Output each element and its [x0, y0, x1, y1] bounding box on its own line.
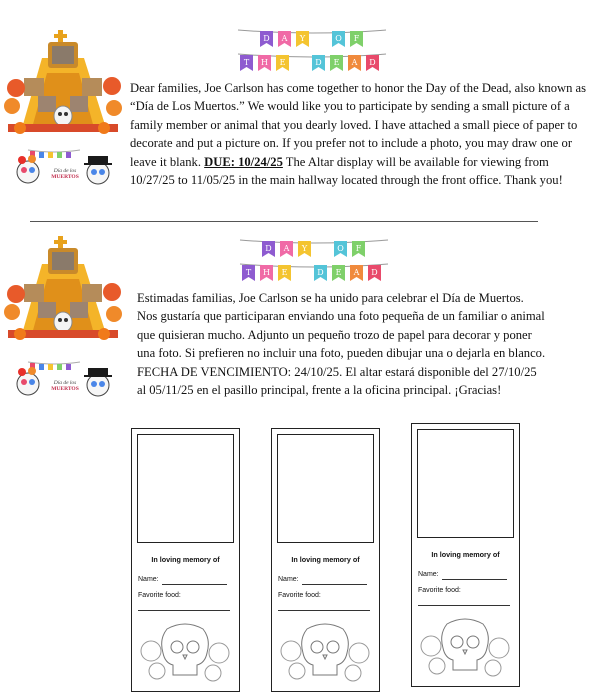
card-name-label: Name:: [278, 576, 299, 583]
day-of-the-dead-banner-spanish: [238, 236, 390, 286]
photo-frame: [277, 434, 374, 543]
banner-letter: O: [337, 244, 344, 253]
card-memory-title: In loving memory of: [291, 555, 360, 564]
banner-letter: Y: [301, 244, 308, 253]
banner-letter: A: [283, 244, 290, 253]
banner-letter: D: [317, 268, 324, 277]
banner-letter: E: [333, 58, 340, 67]
memory-card-2: [271, 428, 380, 692]
banner-letter: D: [315, 58, 322, 67]
english-letter: [130, 79, 592, 189]
banner-letter: A: [351, 58, 358, 67]
card-name-label: Name:: [418, 571, 439, 578]
altar-illustration: [2, 28, 124, 140]
name-line: [442, 579, 507, 580]
card-memory-title: In loving memory of: [151, 555, 220, 564]
banner-letter: T: [245, 268, 252, 277]
sugar-skull-icon: [417, 616, 513, 678]
memory-card-1: [131, 428, 240, 692]
banner-letter: A: [281, 34, 288, 43]
card-food-label: Favorite food:: [278, 592, 321, 599]
catrina-skulls-icon: [14, 146, 114, 188]
banner-letter: Y: [299, 34, 306, 43]
banner-letter: E: [279, 58, 286, 67]
banner-letter: H: [261, 58, 268, 67]
banner-letter: T: [243, 58, 250, 67]
english-letter-body: Dear families, Joe Carlson has come together to honor the Day of the Dead, also known as “Día de Los Muertos.” We would like you to participate by sending a small picture of a family member or animal that you dearly loved. I have attached a small piece of paper to decorate and put a picture on. If you prefer not to include a photo, you may draw one or leave it blank.: [130, 81, 587, 169]
spanish-letter: [137, 289, 547, 399]
banner-letter: D: [369, 58, 376, 67]
banner-letter: A: [353, 268, 360, 277]
food-line: [278, 610, 370, 611]
banner-letter: E: [281, 268, 288, 277]
memory-card-3: [411, 423, 520, 687]
logo-line1: Día de los: [53, 168, 77, 174]
photo-frame: [137, 434, 234, 543]
food-line: [418, 605, 510, 606]
banner-letter: F: [355, 244, 362, 253]
sugar-skull-icon: [137, 621, 233, 683]
sugar-skull-icon: [277, 621, 373, 683]
banner-letter: E: [335, 268, 342, 277]
food-line: [138, 610, 230, 611]
banner-letter: O: [335, 34, 342, 43]
altar-illustration-spanish: [2, 234, 124, 346]
banner-letter: H: [263, 268, 270, 277]
banner-letter: F: [353, 34, 360, 43]
card-memory-title: In loving memory of: [431, 550, 500, 559]
catrina-skulls-icon: [14, 358, 114, 400]
logo-line1: Día de los: [53, 380, 77, 386]
day-of-the-dead-banner: [236, 26, 388, 76]
dia-de-los-muertos-logo: [14, 146, 114, 188]
section-divider: [30, 221, 538, 222]
name-line: [302, 584, 367, 585]
english-letter-closing: The Altar display will be available for viewing from 10/27/25 to 11/05/25 in the main hallway located through the front office. Thank you!: [130, 154, 563, 188]
banner-letter: D: [371, 268, 378, 277]
card-food-label: Favorite food:: [138, 592, 181, 599]
logo-line2: MUERTOS: [51, 174, 79, 180]
spanish-letter-body: Estimadas familias, Joe Carlson se ha unido para celebrar el Día de Muertos. Nos gustaría que participaran enviando una foto pequeña de un familiar o animal que quisieran mucho. Adjunto un pequeño trozo de papel para decorar y poner una foto. Si prefieren no incluir una foto, pueden dibujar una o dejarla en blanco. FECHA DE VENCIMIENTO: 24/10/25. El altar estará disponible del 27/10/25 al 05/11/25 en el pasillo principal, frente a la oficina principal. ¡Gracias!: [137, 291, 546, 398]
name-line: [162, 584, 227, 585]
photo-frame: [417, 429, 514, 538]
logo-line2: MUERTOS: [51, 386, 79, 392]
banner-letter: D: [263, 34, 270, 43]
banner-letter: D: [265, 244, 272, 253]
card-name-label: Name:: [138, 576, 159, 583]
dia-de-los-muertos-logo-spanish: [14, 358, 114, 400]
card-food-label: Favorite food:: [418, 587, 461, 594]
due-date: DUE: 10/24/25: [204, 154, 283, 169]
